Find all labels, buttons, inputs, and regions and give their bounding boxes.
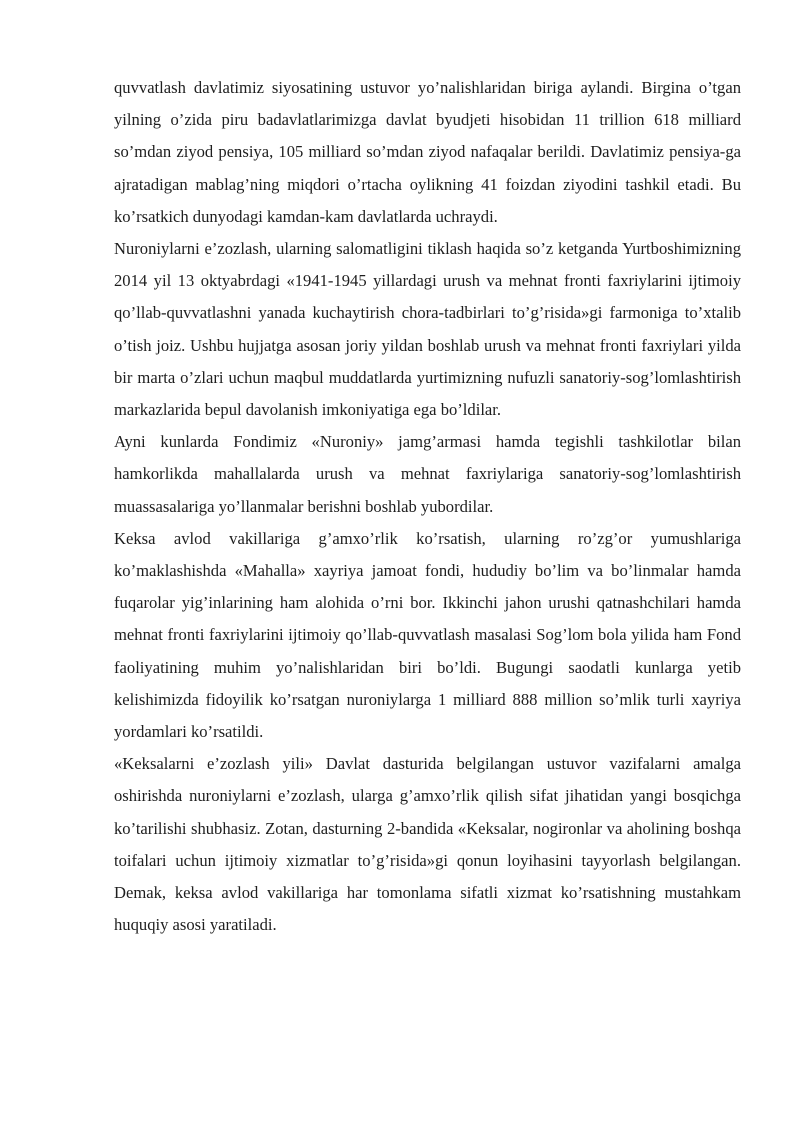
paragraph-1: quvvatlash davlatimiz siyosatining ustuvor yo’nalishlaridan biriga aylandi. Birgina o’tgan yilning o’zida piru badavlatlarimizga davlat byudjeti hisobidan 11 trillion 618 milliard so’mdan ziyod pensiya, 105 milliard so’mdan ziyod nafaqalar berildi. Davlatimiz pensiya-ga ajratadigan mablag’ning miqdori o’rtacha oylikning 41 foizdan ziyodini tashkil etadi. Bu ko’rsatkich dunyodagi kamdan-kam davlatlarda uchraydi. [114, 78, 741, 226]
paragraph-2: Nuroniylarni e’zozlash, ularning salomatligini tiklash haqida so’z ketganda Yurtboshimizning 2014 yil 13 oktyabrdagi «1941-1945 yillardagi urush va mehnat fronti faxriylarini ijtimoiy qo’llab-quvvatlashni yanada kuchaytirish chora-tadbirlari to’g’risida»gi farmoniga to’xtalib o’tish joiz. Ushbu hujjatga asosan joriy yildan boshlab urush va mehnat fronti faxriylari yilda bir marta o’zlari uchun maqbul muddatlarda yurtimizning nufuzli sanatoriy-sog’lomlashtirish markazlarida bepul davolanish imkoniyatiga ega bo’ldilar. [114, 239, 741, 420]
paragraph-5: «Keksalarni e’zozlash yili» Davlat dasturida belgilangan ustuvor vazifalarni amalga oshirishda nuroniylarni e’zozlash, ularga g’amxo’rlik qilish sifat jihatidan yangi bosqichga ko’tarilishi shubhasiz. Zotan, dasturning 2-bandida «Keksalar, nogironlar va aholining boshqa toifalari uchun ijtimoiy xizmatlar to’g’risida»gi qonun loyihasini tayyorlash belgilangan. Demak, keksa avlod vakillariga har tomonlama sifatli xizmat ko’rsatishning mustahkam huquqiy asosi yaratiladi. [114, 754, 741, 935]
paragraph-4: Keksa avlod vakillariga g’amxo’rlik ko’rsatish, ularning ro’zg’or yumushlariga ko’maklashishda «Mahalla» xayriya jamoat fondi, hududiy bo’lim va bo’linmalar hamda fuqarolar yig’inlarining ham alohida o’rni bor. Ikkinchi jahon urushi qatnashchilari hamda mehnat fronti faxriylarini ijtimoiy qo’llab-quvvatlash masalasi Sog’lom bola yilida ham Fond faoliyatining muhim yo’nalishlaridan biri bo’ldi. Bugungi saodatli kunlarga yetib kelishimizda fidoyilik ko’rsatgan nuroniylarga 1 milliard 888 million so’mlik turli xayriya yordamlari ko’rsatildi. [114, 528, 741, 742]
paragraph-3: Ayni kunlarda Fondimiz «Nuroniy» jamg’armasi hamda tegishli tashkilotlar bilan hamkorlikda mahallalarda urush va mehnat faxriylariga sanatoriy-sog’lomlashtirish muassasalariga yo’llanmalar berishni boshlab yubordilar. [114, 432, 741, 516]
document-page [114, 72, 741, 941]
